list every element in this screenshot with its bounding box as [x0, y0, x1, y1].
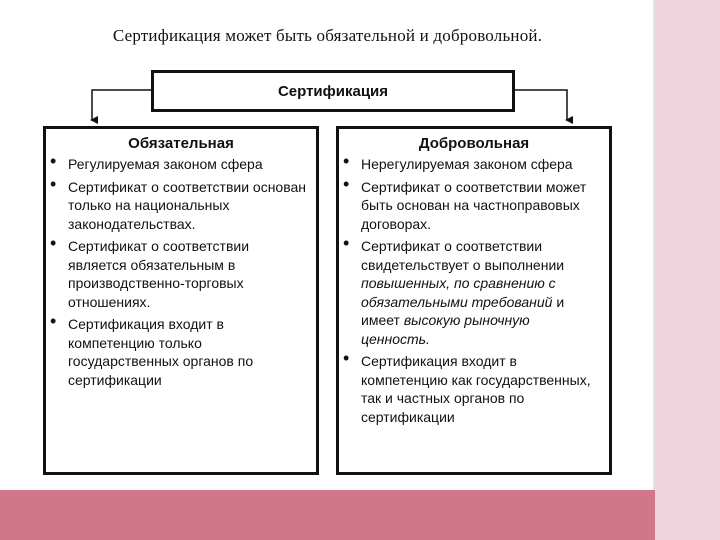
- voluntary-heading: Добровольная: [418, 135, 530, 152]
- bullet-icon: •: [343, 348, 350, 368]
- decorative-side-strip: [655, 0, 720, 540]
- voluntary-item: • Сертификация входит в компетенцию как государственных, так и частных органов по сертификации: [343, 348, 591, 425]
- mandatory-heading: Обязательная: [128, 135, 234, 152]
- mandatory-item: • Сертификат о соответствии основан только на национальных законодательствах.: [50, 173, 307, 232]
- mandatory-item: • Сертификат о соответствии является обязательным в производственно-торговых отношениях.: [50, 233, 250, 310]
- arrow-to-mandatory: [92, 90, 151, 120]
- decorative-bottom-band: [0, 490, 655, 540]
- voluntary-item: • Сертификат о соответствии свидетельствует о выполнении повышенных, по сравнению с обязательными требований и имеет высокую рыночную ценность.: [343, 233, 565, 347]
- bullet-icon: •: [50, 173, 57, 194]
- bullet-icon: •: [343, 151, 350, 171]
- mandatory-column: [43, 126, 319, 475]
- voluntary-column: [336, 126, 612, 475]
- bullet-icon: •: [50, 311, 57, 331]
- root-node-certification: [151, 70, 515, 112]
- mandatory-item: • Сертификация входит в компетенцию только государственных органов по сертификации: [50, 311, 254, 388]
- arrow-to-voluntary: [512, 90, 567, 120]
- voluntary-item: • Сертификат о соответствии может быть основан на частноправовых договорах.: [343, 173, 587, 232]
- mandatory-item: • Регулируемая законом сфера: [50, 151, 263, 172]
- bullet-icon: •: [50, 151, 57, 171]
- bullet-icon: •: [343, 173, 350, 194]
- slide-title: Сертификация может быть обязательной и добровольной.: [112, 26, 543, 45]
- bullet-icon: •: [343, 233, 350, 253]
- side-strip-edge: [653, 0, 655, 540]
- bullet-icon: •: [50, 233, 57, 253]
- voluntary-item: • Нерегулируемая законом сфера: [343, 151, 573, 172]
- root-node-label: Сертификация: [277, 82, 389, 100]
